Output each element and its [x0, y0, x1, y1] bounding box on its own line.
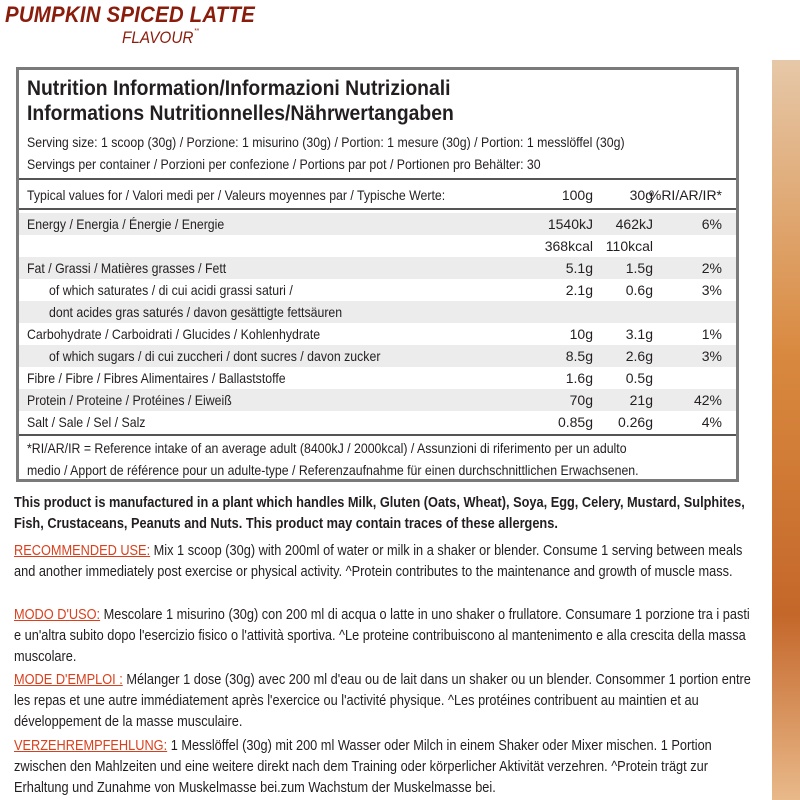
table-row — [19, 279, 736, 301]
value-30g: 0.26g — [617, 414, 653, 430]
value-ri: 1% — [701, 326, 722, 342]
row-label: of which saturates / di cui acidi grassi saturi / — [49, 282, 293, 298]
value-30g: 21g — [629, 392, 653, 408]
value-100g: 70g — [569, 392, 593, 408]
usage-english — [14, 541, 758, 583]
usage-heading: MODE D'EMPLOI : — [14, 672, 123, 688]
row-label: Salt / Sale / Sel / Salz — [27, 414, 146, 430]
nutrition-panel — [16, 67, 739, 482]
usage-heading: VERZEHREMPFEHLUNG: — [14, 738, 168, 754]
value-30g: 0.5g — [625, 370, 653, 386]
allergen-statement: This product is manufactured in a plant which handles Milk, Gluten (Oats, Wheat), Soya, Egg, Celery, Mustard, Sulphites, Fish, Crustaceans, Peanuts and Nuts. This product may contain traces of these allergens. — [14, 495, 745, 532]
divider — [19, 208, 736, 210]
table-row — [19, 235, 736, 257]
table-header-row — [19, 184, 736, 206]
value-100g: 2.1g — [565, 282, 593, 298]
value-30g: 110kcal — [605, 238, 653, 254]
usage-text: Mescolare 1 misurino (30g) con 200 ml di acqua o latte in uno shaker o frullatore. Consumare 1 porzione tra i pasti e un'altra subito dopo l'esercizio fisico o l'attività sportiva. ^Le proteine contribuiscono al mantenimento e alla crescita della massa muscolare. — [14, 607, 750, 665]
row-label: Fibre / Fibre / Fibres Alimentaires / Ballaststoffe — [27, 370, 286, 386]
value-30g: 462kJ — [615, 216, 653, 232]
column-30g: 30g — [629, 187, 653, 203]
column-100g: 100g — [561, 187, 593, 203]
serving-size: Serving size: 1 scoop (30g) / Porzione: 1 misurino (30g) / Portion: 1 mesure (30g) / Portion: 1 messlöffel (30g) — [27, 134, 625, 150]
table-row — [19, 323, 736, 345]
table-row — [19, 345, 736, 367]
divider — [19, 178, 736, 180]
row-label: dont acides gras saturés / davon gesättigte fettsäuren — [49, 304, 343, 320]
row-label: Fat / Grassi / Matières grasses / Fett — [27, 260, 227, 276]
column-ri: %RI/AR/IR* — [648, 187, 722, 203]
flavour-label: FLAVOUR** — [122, 28, 200, 47]
value-100g: 0.85g — [557, 414, 593, 430]
table-row — [19, 301, 736, 323]
usage-text: 1 Messlöffel (30g) mit 200 ml Wasser oder Milch in einem Shaker oder Mixer mischen. 1 Portion zwischen den Mahlzeiten und eine weitere direkt nach dem Training oder körperlicher Aktivität verzehren. ^Protein trägt zur Erhaltung und Zunahme von Muskelmasse bei.zum Wachstum der Muskelmasse bei. — [14, 738, 712, 796]
value-ri: 3% — [701, 282, 722, 298]
usage-german — [14, 736, 758, 799]
row-label: Carbohydrate / Carboidrati / Glucides / Kohlenhydrate — [27, 326, 321, 342]
value-30g: 2.6g — [625, 348, 653, 364]
value-30g: 0.6g — [625, 282, 653, 298]
row-label: Energy / Energia / Énergie / Energie — [27, 216, 225, 232]
value-100g: 1540kJ — [547, 216, 593, 232]
value-ri: 4% — [701, 414, 722, 430]
usage-french — [14, 670, 758, 733]
value-100g: 1.6g — [565, 370, 593, 386]
product-title: PUMPKIN SPICED LATTE — [5, 2, 256, 27]
table-row — [19, 367, 736, 389]
usage-heading: MODO D'USO: — [14, 607, 101, 623]
value-30g: 1.5g — [625, 260, 653, 276]
usage-text: Mix 1 scoop (30g) with 200ml of water or milk in a shaker or blender. Consume 1 serving between meals and another immediately post exercise or physical activity. ^Protein contributes to the maintenance and growth of muscle mass. — [14, 543, 743, 580]
usage-heading: RECOMMENDED USE: — [14, 543, 151, 559]
value-ri: 3% — [701, 348, 722, 364]
row-label: of which sugars / di cui zuccheri / dont sucres / davon zucker — [49, 348, 381, 364]
value-ri: 6% — [701, 216, 722, 232]
table-row — [19, 257, 736, 279]
value-100g: 5.1g — [565, 260, 593, 276]
value-ri: 2% — [701, 260, 722, 276]
usage-italian — [14, 605, 758, 668]
servings-per-container: Servings per container / Porzioni per confezione / Portions par pot / Portionen pro Behälter: 30 — [27, 156, 541, 172]
value-100g: 10g — [569, 326, 593, 342]
row-label: Protein / Proteine / Protéines / Eiweiß — [27, 392, 232, 408]
nutrition-heading-1: Nutrition Information/Informazioni Nutrizionali — [27, 76, 451, 100]
table-row — [19, 411, 736, 433]
value-30g: 3.1g — [625, 326, 653, 342]
nutrition-heading-2: Informations Nutritionnelles/Nährwertangaben — [27, 101, 454, 125]
usage-text: Mélanger 1 dose (30g) avec 200 ml d'eau ou de lait dans un shaker ou un blender. Consommer 1 portion entre les repas et une autre immédiatement après l'exercice ou l'activité physique. ^Les protéines contribuent au maintien et au développement de la masse musculaire. — [14, 672, 751, 730]
column-label: Typical values for / Valori medi per / Valeurs moyennes par / Typische Werte: — [27, 187, 446, 203]
value-100g: 368kcal — [544, 238, 593, 254]
divider — [19, 434, 736, 436]
value-ri: 42% — [693, 392, 722, 408]
table-row — [19, 389, 736, 411]
reference-intake-footnote: *RI/AR/IR = Reference intake of an average adult (8400kJ / 2000kcal) / Assunzioni di riferimento per un adulto medio / Apport de référence pour un adulte-type / Referenzaufnahme für einen durchschnittlichen Erwachsenen. — [27, 440, 639, 478]
table-row — [19, 213, 736, 235]
value-100g: 8.5g — [565, 348, 593, 364]
